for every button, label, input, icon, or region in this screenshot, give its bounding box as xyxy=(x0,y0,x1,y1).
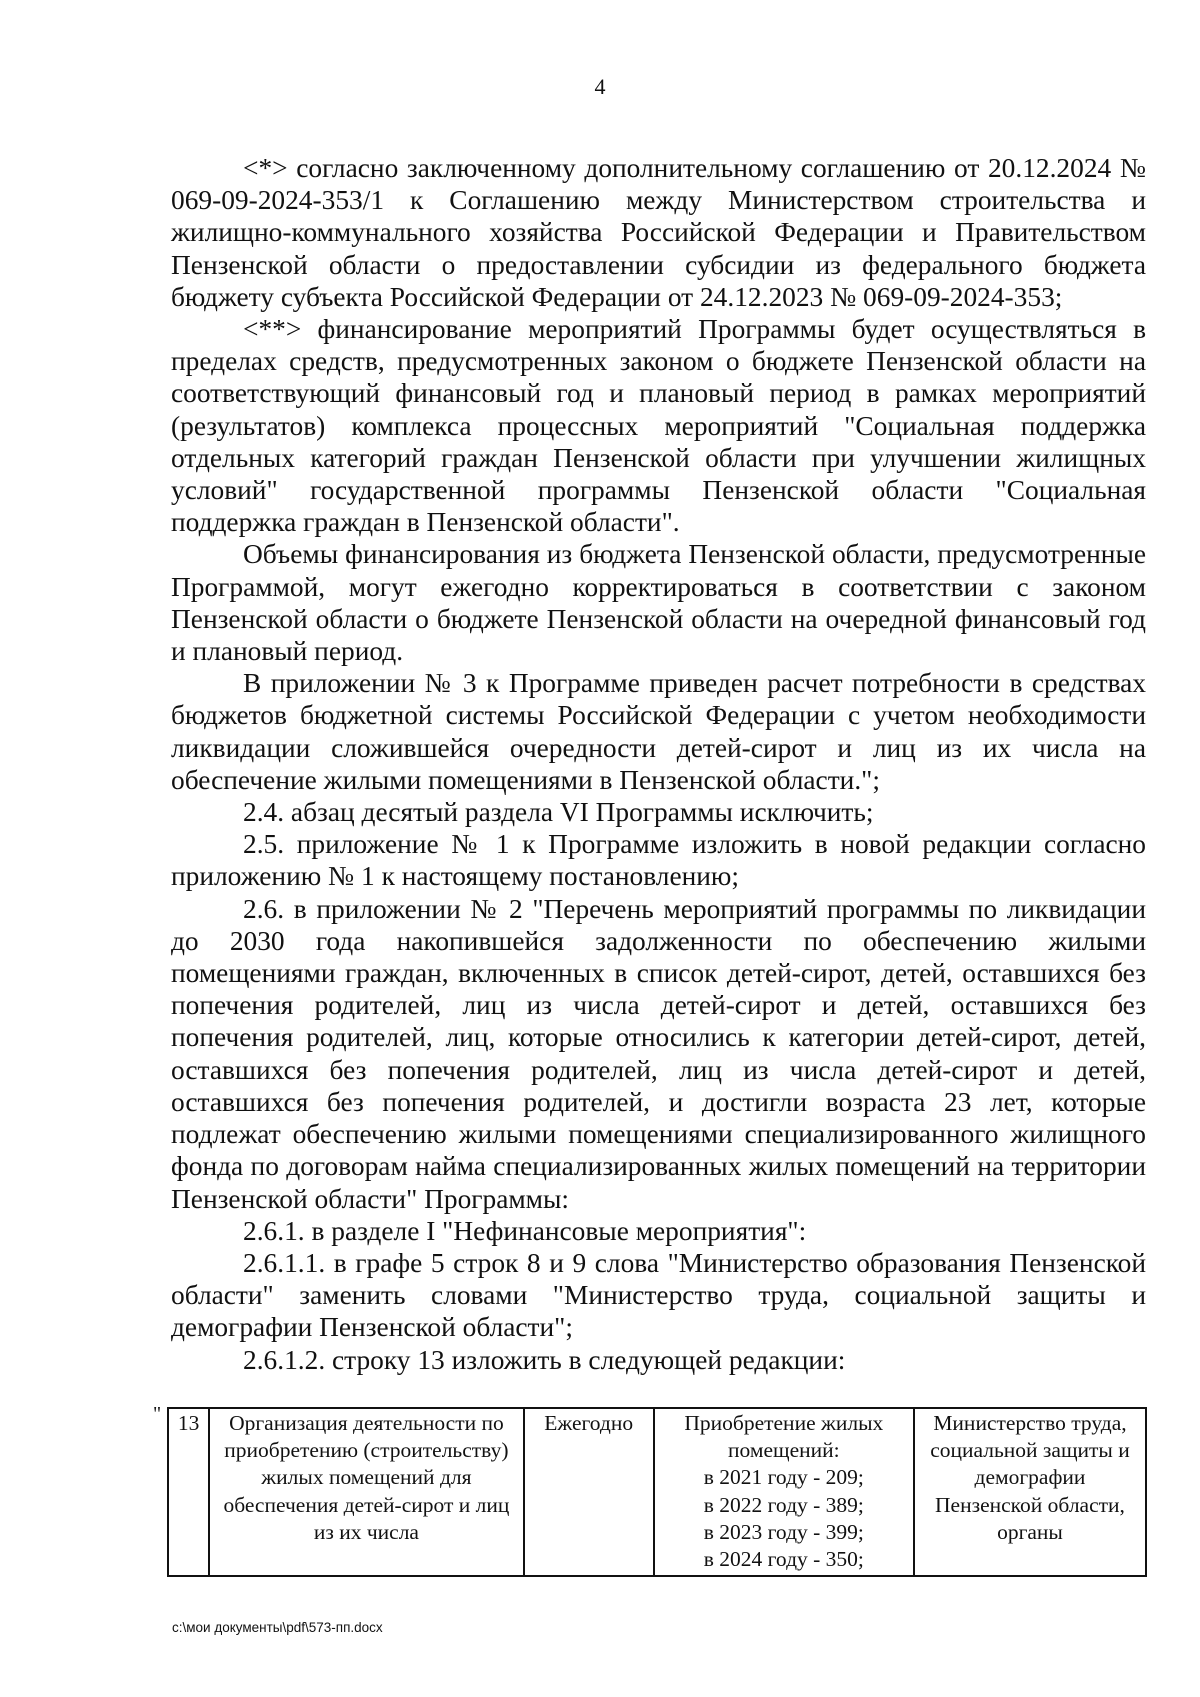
paragraph-appendix-3: В приложении № 3 к Программе приведен расчет потребности в средствах бюджетов бюджетной системы Российской Федерации с учетом необходимости ликвидации сложившейся очередности детей-сирот и лиц из их числа на обеспечение жилыми помещениями в Пензенской области."; xyxy=(171,668,1146,795)
result-line: в 2022 году - 389; xyxy=(703,1492,864,1517)
cell-result xyxy=(654,1408,914,1576)
paragraph-footnote-1: <*> согласно заключенному дополнительному соглашению от 20.12.2024 № 069-09-2024-353/1 к Соглашению между Министерством строительства и жилищно-коммунального хозяйства Российской Федерации и Правительством Пензенской области о предоставлении субсидии из федерального бюджета бюджету субъекта Российской Федерации от 24.12.2023 № 069-09-2024-353; xyxy=(171,153,1146,312)
table-open-quote: " xyxy=(153,1403,162,1425)
body-text xyxy=(171,152,1146,1376)
result-line: в 2023 году - 399; xyxy=(703,1519,864,1544)
cell-activity: Организация деятельности по приобретению (строительству) жилых помещений для обеспечения детей-сирот и лиц из их числа xyxy=(209,1408,523,1576)
page-number: 4 xyxy=(594,74,606,99)
row-13-table xyxy=(167,1407,1147,1577)
paragraph-financing-volumes: Объемы финансирования из бюджета Пензенской области, предусмотренные Программой, могут ежегодно корректироваться в соответствии с законом Пензенской области о бюджете Пензенской области на очередной финансовый год и плановый период. xyxy=(171,539,1146,667)
paragraph-footnote-2: <**> финансирование мероприятий Программы будет осуществляться в пределах средств, предусмотренных законом о бюджете Пензенской области на соответствующий финансовый год и плановый период в рамках мероприятий (результатов) комплекса процессных мероприятий "Социальная поддержка отдельных категорий граждан Пензенской области при улучшении жилищных условий" государственной программы Пензенской области "Социальная поддержка граждан в Пензенской области". xyxy=(171,314,1146,538)
footer-file-path: c:\мои документы\pdf\573-пп.docx xyxy=(172,1620,383,1635)
paragraph-2-6: 2.6. в приложении № 2 "Перечень мероприятий программы по ликвидации до 2030 года накопившейся задолженности по обеспечению жилыми помещениями граждан, включенных в список детей-сирот, детей, оставшихся без попечения родителей, лиц из числа детей-сирот и детей, оставшихся без попечения родителей, лиц, которые относились к категории детей-сирот, детей, оставшихся без попечения родителей, лиц из числа детей-сирот и детей, оставшихся без попечения родителей, и достигли возраста 23 лет, которые подлежат обеспечению жилыми помещениями специализированного жилищного фонда по договорам найма специализированных жилых помещений на территории Пензенской области" Программы: xyxy=(171,893,1146,1214)
table-row xyxy=(168,1408,1146,1576)
cell-responsible: Министерство труда, социальной защиты и демографии Пензенской области, органы xyxy=(914,1408,1146,1576)
cell-period: Ежегодно xyxy=(524,1408,654,1576)
cell-row-number: 13 xyxy=(168,1408,209,1576)
result-heading: Приобретение жилых помещений: xyxy=(684,1411,884,1463)
paragraph-2-5: 2.5. приложение № 1 к Программе изложить в новой редакции согласно приложению № 1 к настоящему постановлению; xyxy=(171,829,1146,892)
paragraph-2-6-1-2: 2.6.1.2. строку 13 изложить в следующей редакции: xyxy=(243,1344,846,1375)
paragraph-2-4: 2.4. абзац десятый раздела VI Программы исключить; xyxy=(243,797,874,828)
paragraph-2-6-1-1: 2.6.1.1. в графе 5 строк 8 и 9 слова "Министерство образования Пензенской области" заменить словами "Министерство труда, социальной защиты и демографии Пензенской области"; xyxy=(171,1247,1146,1343)
result-line: в 2024 году - 350; xyxy=(703,1547,864,1572)
paragraph-2-6-1: 2.6.1. в разделе I "Нефинансовые мероприятия": xyxy=(243,1215,807,1246)
result-line: в 2021 году - 209; xyxy=(703,1465,864,1490)
